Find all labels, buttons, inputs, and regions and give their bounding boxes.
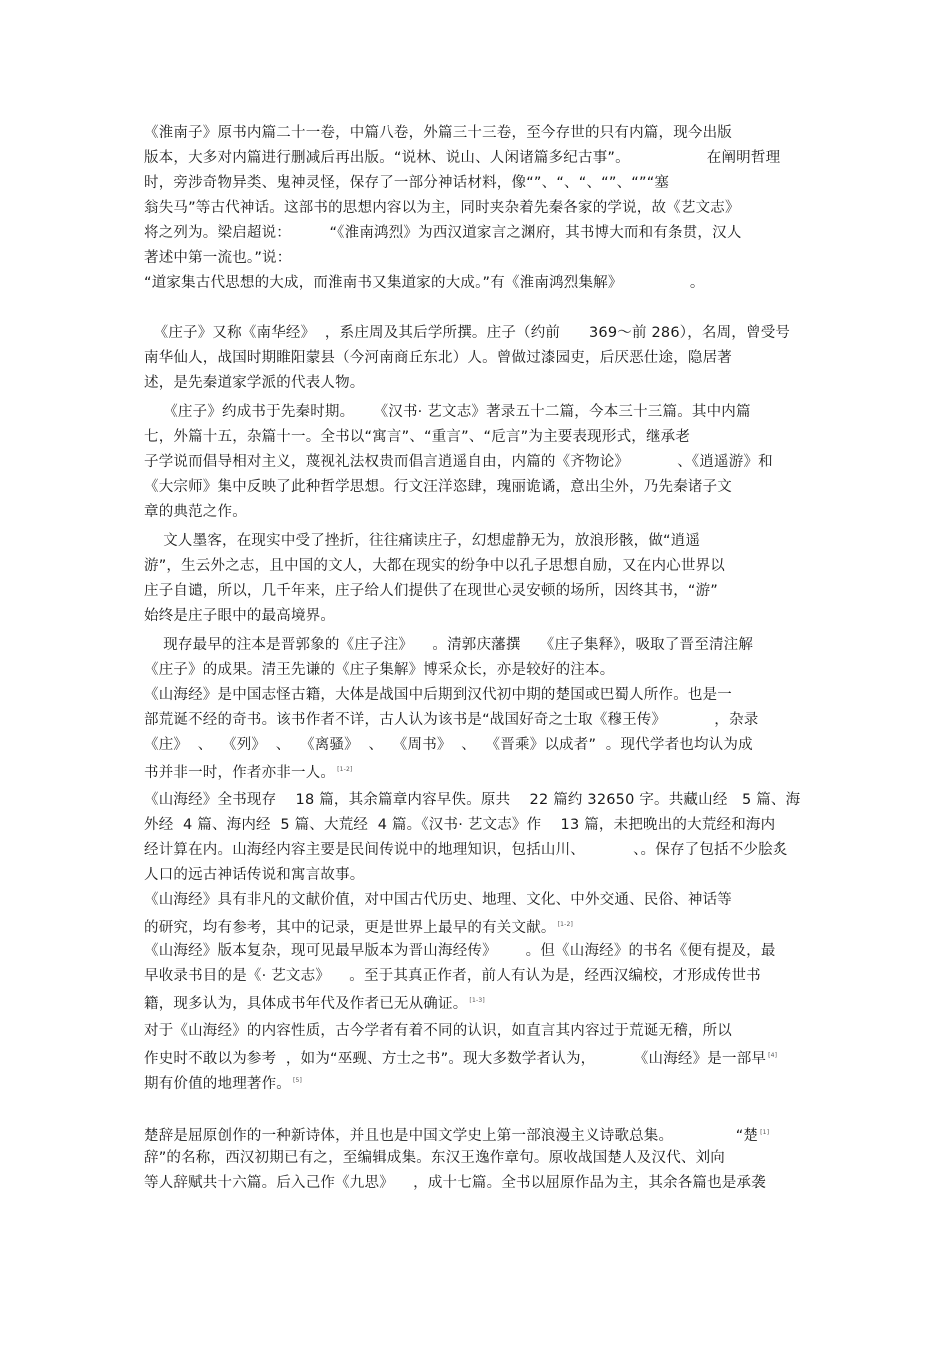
text-line: 《山海经》全书现存 18 篇，其余篇章内容早佚。原共 22 篇约 32650 字。共藏山经 5 篇、海 bbox=[144, 792, 801, 808]
line-text: 书并非一时，作者亦非一人。 bbox=[144, 764, 336, 781]
text-line: 游”，生云外之志，且中国的文人，大都在现实的纷争中以孔子思想自励，又在内心世界以 bbox=[144, 558, 726, 574]
text-line: 经计算在内。山海经内容主要是民间传说中的地理知识，包括山川、 、。保存了包括不少脍炙 bbox=[144, 842, 788, 858]
text-line: 现存最早的注本是晋郭象的《庄子注》 。清郭庆藩撰 《庄子集释》，吸取了晋至清注解 bbox=[144, 637, 754, 653]
text-line: 辞”的名称，西汉初期已有之，至编辑成集。东汉王逸作章句。原收战国楚人及汉代、刘向 bbox=[144, 1150, 726, 1166]
line-text: 的研究，均有参考，其中的记录，更是世界上最早的有关文献。 bbox=[144, 919, 556, 936]
text-line: 《庄》 、 《列》 、 《离骚》 、 《周书》 、 《晋乘》以成者” 。现代学者也均认为成 bbox=[144, 737, 753, 753]
text-line: 对于《山海经》的内容性质，古今学者有着不同的认识，如直言其内容过于荒诞无稽，所以 bbox=[144, 1023, 732, 1039]
text-line: 部荒诞不经的奇书。该书作者不详，古人认为该书是“战国好奇之士取《穆王传》 ，杂录 bbox=[144, 712, 759, 728]
line-text: 籍，现多认为，具体成书年代及作者已无从确证。 bbox=[144, 995, 468, 1012]
text-line: 《庄子》约成书于先秦时期。 《汉书· 艺文志》著录五十二篇，今本三十三篇。其中内篇 bbox=[144, 404, 751, 420]
text-line: 时，旁涉奇物异类、鬼神灵怪，保存了一部分神话材料，像“”、“、“、“”、“”“塞 bbox=[144, 175, 670, 191]
text-line bbox=[144, 1124, 769, 1145]
text-line bbox=[144, 1072, 302, 1093]
text-line: 章的典范之作。 bbox=[144, 504, 247, 520]
text-line: 子学说而倡导相对主义，蔑视礼法权贵而倡言逍遥自由，内篇的《齐物论》 、《逍遥游》和 bbox=[144, 454, 773, 470]
line-text: 楚辞是屈原创作的一种新诗体，并且也是中国文学史上第一部浪漫主义诗歌总集。 “楚 bbox=[144, 1127, 759, 1144]
text-line: 外经 4 篇、海内经 5 篇、大荒经 4 篇。《汉书· 艺文志》作 13 篇，未把晚出的大荒经和海内 bbox=[144, 817, 776, 833]
footnote-ref: [1] bbox=[760, 1129, 770, 1136]
text-line: 《庄子》又称《南华经》 ，系庄周及其后学所撰。庄子（约前 369～前 286），名周，曾受号 bbox=[144, 325, 791, 341]
text-line: 人口的远古神话传说和寓言故事。 bbox=[144, 867, 365, 883]
text-line: 《大宗师》集中反映了此种哲学思想。行文汪洋恣肆，瑰丽诡谲，意出尘外，乃先秦诸子文 bbox=[144, 479, 732, 495]
text-line: 《山海经》版本复杂，现可见最早版本为晋山海经传》 。但《山海经》的书名《便有提及，最 bbox=[144, 943, 776, 959]
text-line: 翁失马”等古代神话。这部书的思想内容以为主，同时夹杂着先秦各家的学说，故《艺文志》 bbox=[144, 200, 740, 216]
text-line: 早收录书目的是《· 艺文志》 。至于其真正作者，前人有认为是，经西汉编校，才形成传世书 bbox=[144, 968, 761, 984]
text-line: 《山海经》具有非凡的文献价值，对中国古代历史、地理、文化、中外交通、民俗、神话等 bbox=[144, 892, 732, 908]
footnote-ref: [4] bbox=[768, 1052, 778, 1059]
text-line: 《山海经》是中国志怪古籍，大体是战国中后期到汉代初中期的楚国或巴蜀人所作。也是一 bbox=[144, 687, 732, 703]
text-line: “道家集古代思想的大成，而淮南书又集道家的大成。”有《淮南鸿烈集解》 。 bbox=[144, 275, 705, 291]
line-text: 期有价值的地理著作。 bbox=[144, 1075, 291, 1092]
footnote-ref: [1-2] bbox=[557, 921, 574, 928]
text-line: 文人墨客，在现实中受了挫折，往往痛读庄子，幻想虚静无为，放浪形骸，做“逍遥 bbox=[144, 533, 701, 549]
text-line: 等人辞赋共十六篇。后入己作《九思》 ，成十七篇。全书以屈原作品为主，其余各篇也是承袭 bbox=[144, 1175, 766, 1191]
text-line: 著述中第一流也。”说： bbox=[144, 250, 292, 266]
text-line bbox=[144, 916, 573, 937]
footnote-ref: [5] bbox=[293, 1077, 303, 1084]
text-line: 始终是庄子眼中的最高境界。 bbox=[144, 608, 336, 624]
text-line: 将之列为。梁启超说： “《淮南鸿烈》为西汉道家言之渊府，其书博大而和有条贯，汉人 bbox=[144, 225, 742, 241]
line-text: 作史时不敢以为参考 ，如为“巫觋、方士之书”。现大多数学者认为， 《山海经》是一部早 bbox=[144, 1050, 767, 1067]
footnote-ref: [1-3] bbox=[469, 997, 485, 1004]
text-line: 版本，大多对内篇进行删减后再出版。“说林、说山、人闲诸篇多纪古事”。 在阐明哲理 bbox=[144, 150, 781, 166]
footnote-ref: [1-2] bbox=[337, 766, 353, 773]
text-line: 述，是先秦道家学派的代表人物。 bbox=[144, 375, 365, 391]
text-line: 南华仙人，战国时期睢阳蒙县（今河南商丘东北）人。曾做过漆园吏，后厌恶仕途，隐居著 bbox=[144, 350, 732, 366]
text-line: 《庄子》的成果。清王先谦的《庄子集解》博采众长，亦是较好的注本。 bbox=[144, 662, 615, 678]
text-line bbox=[144, 992, 485, 1013]
text-line bbox=[144, 761, 353, 782]
text-line: 七，外篇十五，杂篇十一。全书以“寓言”、“重言”、“卮言”为主要表现形式，继承老 bbox=[144, 429, 691, 445]
text-line: 庄子自谴，所以，几千年来，庄子给人们提供了在现世心灵安顿的场所，因终其书，“游” bbox=[144, 583, 719, 599]
text-line: 《淮南子》原书内篇二十一卷，中篇八卷，外篇三十三卷，至今存世的只有内篇，现今出版 bbox=[144, 125, 732, 141]
text-line bbox=[144, 1047, 777, 1068]
